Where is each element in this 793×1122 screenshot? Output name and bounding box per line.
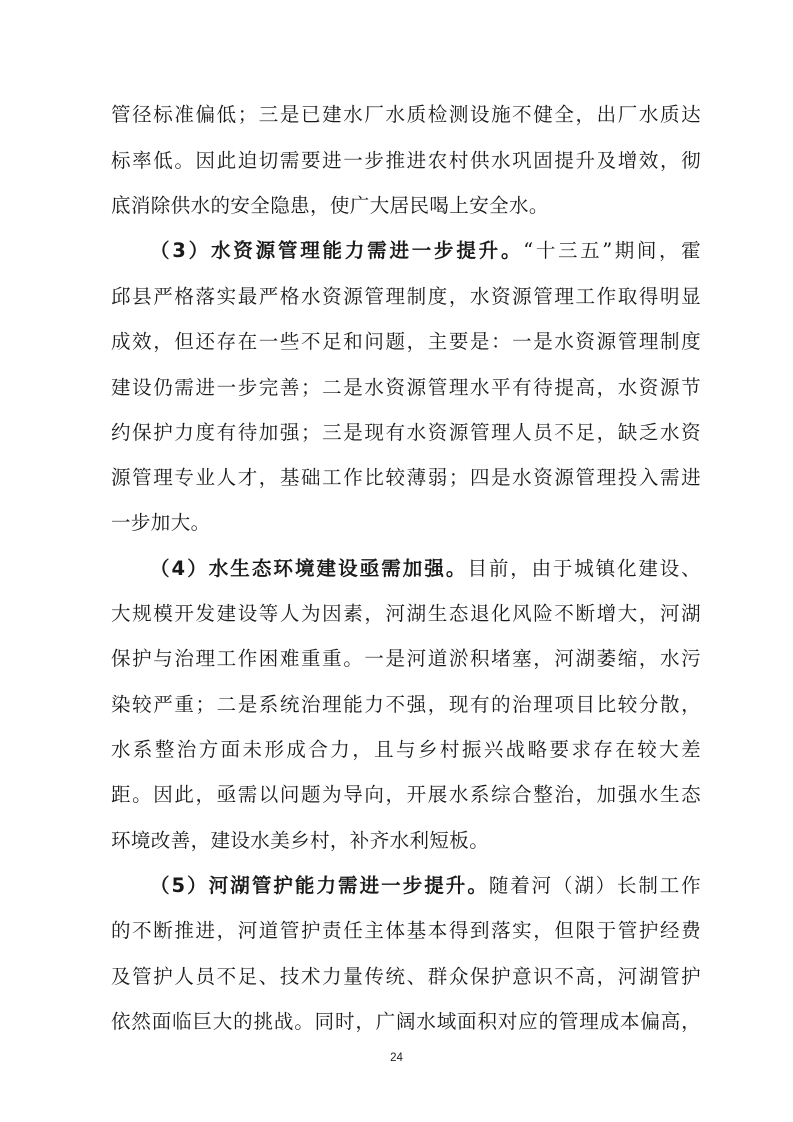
paragraph-line: 保护与治理工作困难重重。一是河道淤积堵塞，河湖萎缩，水污: [111, 647, 701, 670]
paragraph-line: 源管理专业人才，基础工作比较薄弱；四是水资源管理投入需进: [111, 466, 701, 489]
paragraph-line: 的不断推进，河道管护责任主体基本得到落实，但限于管护经费: [111, 919, 701, 942]
paragraph-line: 底消除供水的安全隐患，使广大居民喝上安全水。: [111, 194, 549, 217]
paragraph-text: “十三五”期间，霍: [523, 239, 701, 262]
paragraph-line: 环境改善，建设水美乡村，补齐水利短板。: [111, 829, 490, 852]
paragraph-first-line: [150, 239, 701, 263]
section-heading: （3）水资源管理能力需进一步提升。: [150, 239, 524, 262]
paragraph-line: 邱县严格落实最严格水资源管理制度，水资源管理工作取得明显: [111, 285, 701, 308]
paragraph-line: 水系整治方面未形成合力，且与乡村振兴战略要求存在较大差: [111, 738, 701, 761]
paragraph-line: 及管护人员不足、技术力量传统、群众保护意识不高，河湖管护: [111, 965, 701, 988]
paragraph-first-line: [150, 557, 701, 581]
paragraph-line: 一步加大。: [111, 511, 211, 534]
page-number: 24: [390, 1052, 403, 1064]
paragraph-line: 建设仍需进一步完善；二是水资源管理水平有待提高，水资源节: [111, 376, 701, 399]
paragraph-line: 管径标准偏低；三是已建水厂水质检测设施不健全，出厂水质达: [111, 103, 701, 126]
section-heading: （5）河湖管护能力需进一步提升。: [150, 874, 489, 897]
paragraph-line: 标率低。因此迫切需要进一步推进农村供水巩固提升及增效，彻: [111, 149, 701, 172]
paragraph-first-line: [150, 874, 701, 898]
paragraph-line: 约保护力度有待加强；三是现有水资源管理人员不足，缺乏水资: [111, 421, 701, 444]
paragraph-line: 大规模开发建设等人为因素，河湖生态退化风险不断增大，河湖: [111, 602, 701, 625]
paragraph-line: 成效，但还存在一些不足和问题，主要是：一是水资源管理制度: [111, 330, 701, 353]
paragraph-line: 距。因此，亟需以问题为导向，开展水系综合整治，加强水生态: [111, 783, 701, 806]
paragraph-text: 随着河（湖）长制工作: [488, 874, 701, 897]
paragraph-line: 染较严重；二是系统治理能力不强，现有的治理项目比较分散，: [111, 693, 701, 716]
paragraph-line: 依然面临巨大的挑战。同时，广阔水域面积对应的管理成本偏高，: [111, 1010, 701, 1033]
section-heading: （4）水生态环境建设亟需加强。: [150, 557, 468, 580]
paragraph-text: 目前，由于城镇化建设、: [467, 557, 701, 580]
